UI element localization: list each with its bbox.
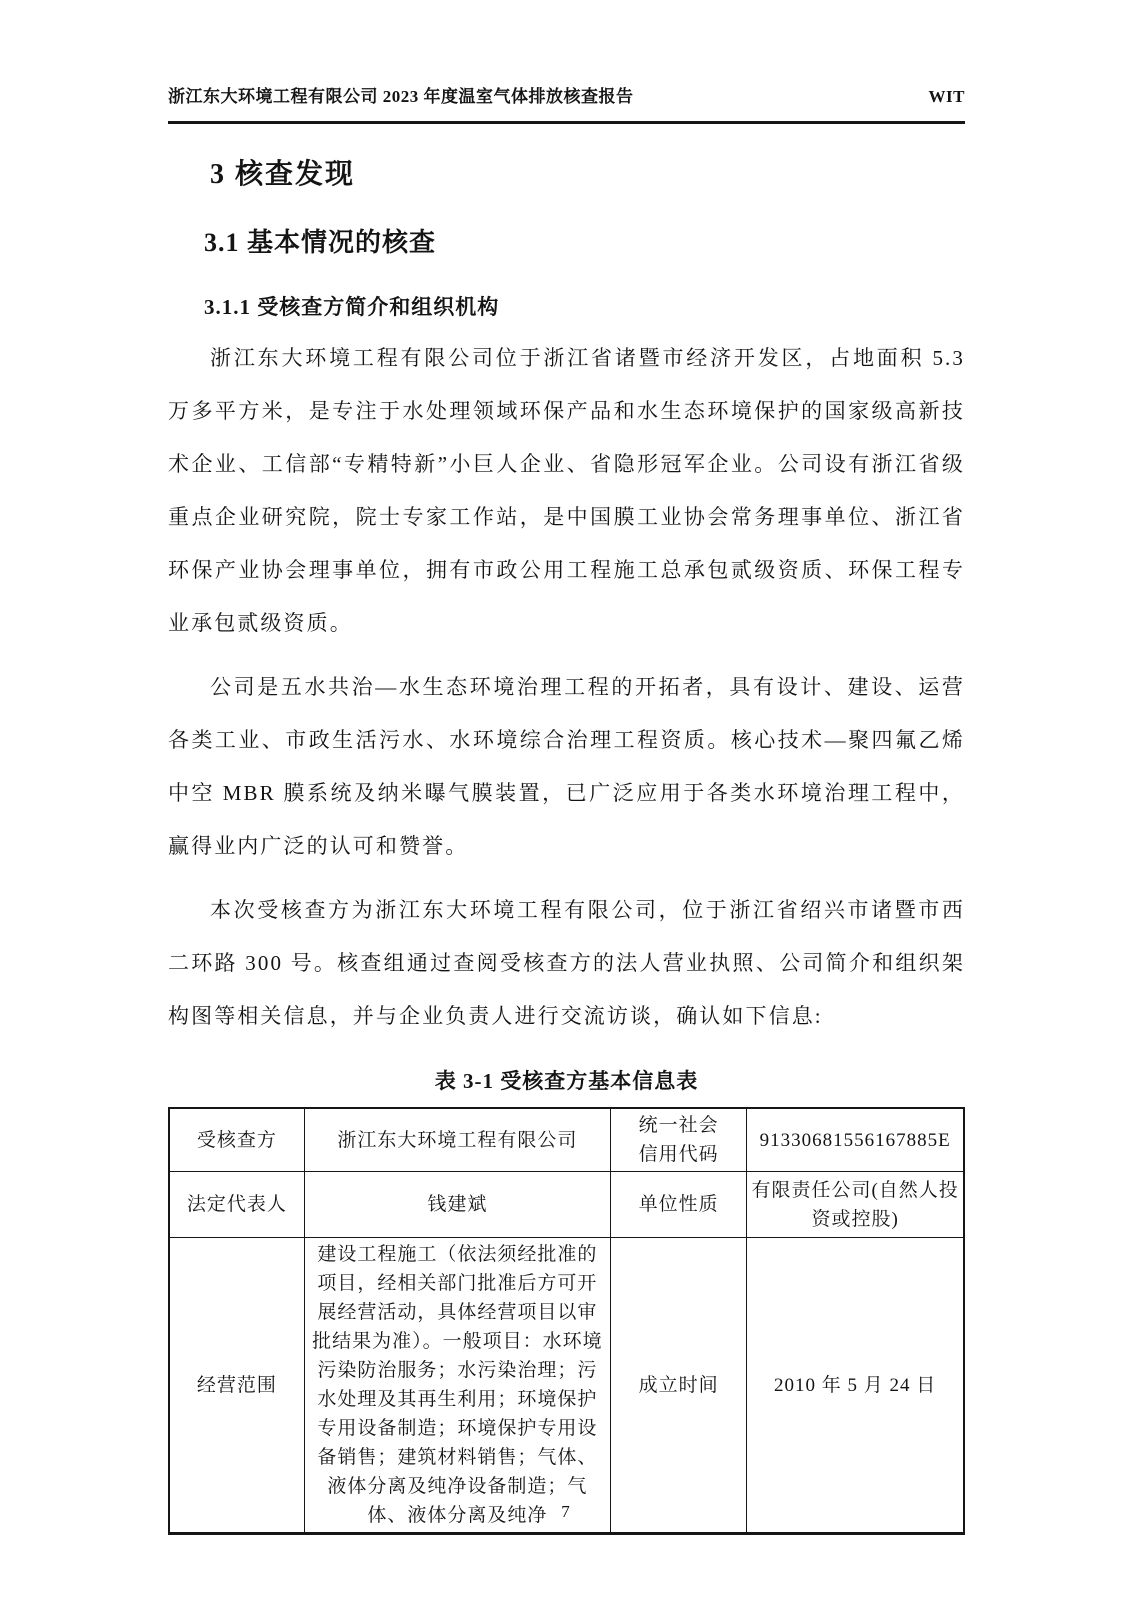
company-name-cell: 浙江东大环境工程有限公司 (304, 1108, 610, 1172)
header-title: 浙江东大环境工程有限公司 2023 年度温室气体排放核查报告 (168, 87, 634, 106)
credit-code-label-cell (611, 1108, 747, 1172)
business-scope-cell: 建设工程施工（依法须经批准的项目，经相关部门批准后方可开展经营活动，具体经营项目以审批结果为准）。一般项目：水环境污染防治服务；水污染治理；污水处理及其再生利用；环境保护专用设备制造；环境保护专用设备销售；建筑材料销售；气体、液体分离及纯净设备制造；气体、液体分离及纯净 (304, 1238, 610, 1534)
founded-date-label-cell: 成立时间 (611, 1238, 747, 1534)
credit-code-label: 统一社会信用代码 (638, 1115, 719, 1165)
section-heading: 3 核查发现 (210, 159, 356, 190)
entity-type-label-cell: 单位性质 (611, 1172, 747, 1238)
paragraph-verification-scope: 本次受核查方为浙江东大环境工程有限公司，位于浙江省绍兴市诸暨市西二环路 300 号。核查组通过查阅受核查方的法人营业执照、公司简介和组织架构图等相关信息，并与企业负责人进行交流访谈，确认如下信息: (168, 898, 965, 1028)
table-row-business-scope (169, 1238, 964, 1534)
row-label-cell: 受核查方 (169, 1108, 304, 1172)
table-row-legal-representative (169, 1172, 964, 1238)
page-header (168, 82, 965, 107)
subsubsection-heading: 3.1.1 受核查方简介和组织机构 (204, 295, 500, 319)
row-label-cell: 法定代表人 (169, 1172, 304, 1238)
paragraph-company-intro: 浙江东大环境工程有限公司位于浙江省诸暨市经济开发区，占地面积 5.3 万多平方米，是专注于水处理领域环保产品和水生态环境保护的国家级高新技术企业、工信部“专精特新”小巨人企业、省隐形冠军企业。公司设有浙江省级重点企业研究院，院士专家工作站，是中国膜工业协会常务理事单位、浙江省环保产业协会理事单位，拥有市政公用工程施工总承包贰级资质、环保工程专业承包贰级资质。 (168, 346, 965, 635)
row-label-cell: 经营范围 (169, 1238, 304, 1534)
table-caption: 表 3-1 受核查方基本信息表 (434, 1069, 699, 1093)
table-row-verified-party (169, 1108, 964, 1172)
legal-rep-name-cell: 钱建斌 (304, 1172, 610, 1238)
header-rule (168, 121, 965, 124)
credit-code-value-cell: 91330681556167885E (747, 1108, 964, 1172)
entity-type-value-cell: 有限责任公司(自然人投资或控股) (747, 1172, 964, 1238)
founded-date-value-cell: 2010 年 5 月 24 日 (747, 1238, 964, 1534)
header-logo-wit: WIT (928, 87, 965, 106)
page-number: 7 (561, 1502, 570, 1521)
paragraph-company-business: 公司是五水共治—水生态环境治理工程的开拓者，具有设计、建设、运营各类工业、市政生活污水、水环境综合治理工程资质。核心技术—聚四氟乙烯中空 MBR 膜系统及纳米曝气膜装置，已广泛应用于各类水环境治理工程中，赢得业内广泛的认可和赞誉。 (168, 675, 965, 858)
subsection-heading: 3.1 基本情况的核查 (204, 228, 437, 257)
basic-info-table (168, 1107, 965, 1535)
